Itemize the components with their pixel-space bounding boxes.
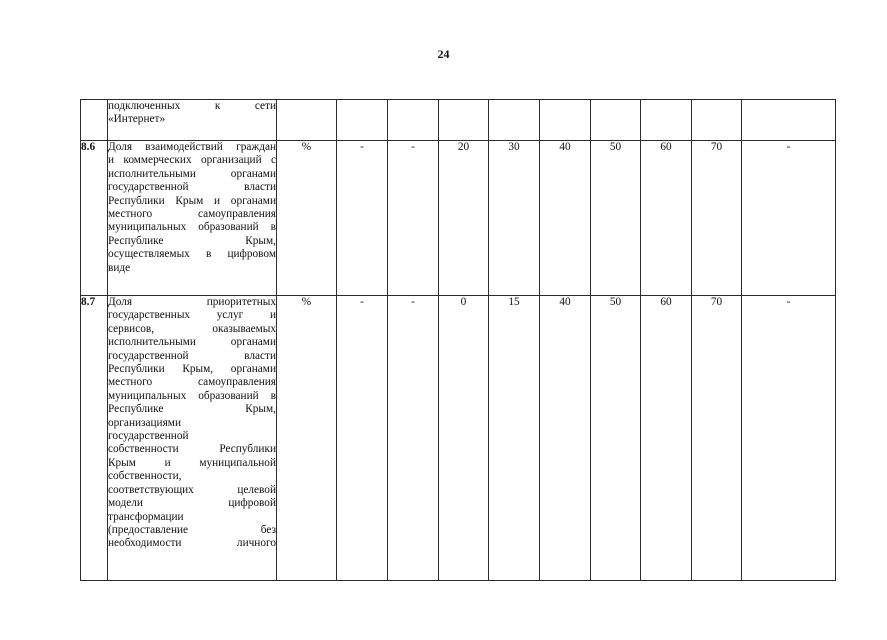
description-line: организациями — [108, 416, 181, 429]
description-line: сервисов, оказываемых — [108, 322, 276, 335]
value-cell: 20 — [439, 141, 489, 296]
value-cell: - — [742, 296, 836, 581]
value-cell: 60 — [641, 141, 692, 296]
value-cell: 30 — [489, 141, 540, 296]
value-cell: 50 — [591, 296, 641, 581]
unit-cell: % — [277, 296, 337, 581]
description-line: местного самоуправления — [108, 376, 276, 389]
description-line: исполнительными органами — [108, 336, 276, 349]
description-line: (предоставление без — [108, 523, 276, 536]
row-index: 8.6 — [81, 141, 108, 296]
description-line: государственной власти — [108, 181, 276, 194]
description-line: и коммерческих организаций с — [108, 154, 276, 167]
unit-cell: % — [277, 141, 337, 296]
description-line: государственной — [108, 430, 189, 443]
value-cell: 40 — [540, 296, 591, 581]
value-cell — [641, 100, 692, 141]
description-line: Республике Крым, — [108, 403, 276, 416]
index-cell — [81, 100, 108, 141]
description-line: собственности Республики — [108, 443, 276, 456]
table-row-continued — [81, 100, 836, 141]
table-row-8-7 — [81, 296, 836, 581]
row-index: 8.7 — [81, 296, 108, 581]
value-cell: 40 — [540, 141, 591, 296]
value-cell: 70 — [692, 141, 742, 296]
description-line: Доля приоритетных — [108, 296, 276, 308]
description-line: государственной власти — [108, 349, 276, 362]
description-line: Республики Крым и органами — [108, 194, 276, 207]
description-line: трансформации — [108, 510, 184, 523]
description-line: подключенных к сети — [108, 100, 276, 112]
description-line: соответствующих целевой — [108, 483, 276, 496]
description-line: исполнительными органами — [108, 167, 276, 180]
value-cell: 0 — [439, 296, 489, 581]
description-line: местного самоуправления — [108, 208, 276, 221]
value-cell — [591, 100, 641, 141]
value-cell: - — [337, 296, 388, 581]
description-line: собственности, — [108, 470, 182, 483]
description-line: Республике Крым, — [108, 234, 276, 247]
description-line: модели цифровой — [108, 497, 276, 510]
table-row-8-6 — [81, 141, 836, 296]
description-line: Крым и муниципальной — [108, 456, 276, 469]
description-line: муниципальных образований в — [108, 389, 276, 402]
description-line: необходимости личного — [108, 537, 276, 550]
value-cell — [388, 100, 439, 141]
description-line: Доля взаимодействий граждан — [108, 141, 276, 153]
value-cell — [439, 100, 489, 141]
description-line: Республики Крым, органами — [108, 363, 276, 376]
value-cell: 50 — [591, 141, 641, 296]
description-line: муниципальных образований в — [108, 221, 276, 234]
value-cell: 60 — [641, 296, 692, 581]
description-line: «Интернет» — [108, 113, 166, 126]
value-cell: - — [388, 296, 439, 581]
description-line: государственных услуг и — [108, 309, 276, 322]
page-number: 24 — [437, 47, 450, 61]
description-line: осуществляемых в цифровом — [108, 248, 276, 261]
value-cell: 15 — [489, 296, 540, 581]
value-cell — [540, 100, 591, 141]
description-cell — [108, 296, 277, 581]
description-line: виде — [108, 261, 131, 274]
value-cell: - — [337, 141, 388, 296]
value-cell: 70 — [692, 296, 742, 581]
value-cell — [742, 100, 836, 141]
value-cell: - — [742, 141, 836, 296]
value-cell: - — [388, 141, 439, 296]
description-cell — [108, 141, 277, 296]
value-cell — [692, 100, 742, 141]
description-cell — [108, 100, 277, 141]
unit-cell — [277, 100, 337, 141]
value-cell — [337, 100, 388, 141]
indicators-table — [80, 99, 836, 581]
value-cell — [489, 100, 540, 141]
